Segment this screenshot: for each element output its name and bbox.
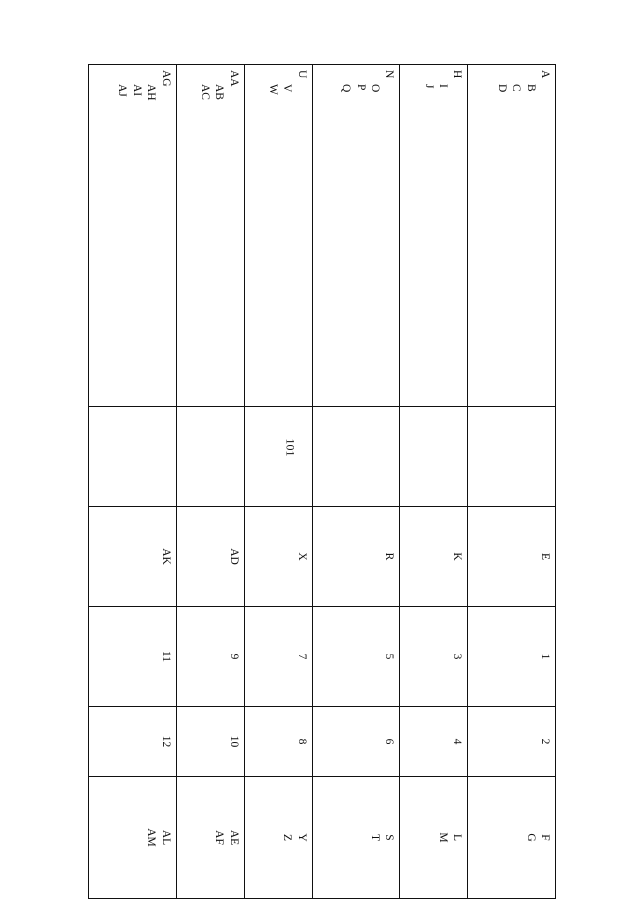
preparation-line: AG [159, 70, 172, 87]
preparation-line: AI [130, 84, 143, 97]
method-line: T [368, 833, 381, 842]
table-row [400, 65, 468, 899]
method-line: G [524, 833, 537, 842]
method-line: AM [145, 828, 158, 847]
method-line: L [451, 833, 464, 842]
empty-cell [244, 407, 312, 507]
preparations-table [88, 64, 556, 899]
method-line: AF [213, 830, 226, 845]
score-cell: 12 [89, 707, 177, 777]
table-row [468, 65, 556, 899]
score-cell: 2 [468, 707, 556, 777]
preparation-line: I [437, 84, 450, 88]
preparation-description [89, 65, 177, 407]
preparation-line: AC [198, 84, 211, 100]
preparation-description [400, 65, 468, 407]
method-line: F [539, 834, 551, 841]
preparation-line: W [267, 84, 279, 95]
preparation-description [468, 65, 556, 407]
preparation-line: U [295, 70, 308, 79]
concentration-line: 11 [159, 650, 172, 663]
method-cell [468, 777, 556, 899]
preparation-line: D [495, 84, 508, 93]
preparation-line: AH [145, 84, 158, 101]
concentration-cell [400, 607, 468, 707]
method-line: AE [227, 829, 240, 846]
method-line: AL [159, 829, 172, 846]
method-line: Z [281, 833, 294, 842]
table-row [89, 65, 177, 899]
preparation-line: Q [340, 84, 353, 93]
concentration-cell [89, 607, 177, 707]
preparation-line: P [354, 84, 367, 91]
preparation-line: AB [213, 84, 226, 100]
score-cell: 4 [400, 707, 468, 777]
concentration-cell [176, 607, 244, 707]
score-cell: 10 [176, 707, 244, 777]
method-line: S [383, 834, 396, 841]
preparation-line: N [383, 70, 396, 79]
preparation-line: J [422, 84, 435, 89]
preparation-line: A [539, 70, 551, 79]
class-cell: X [244, 507, 312, 607]
method-cell [244, 777, 312, 899]
score-cell: 8 [244, 707, 312, 777]
empty-cell [468, 407, 556, 507]
preparation-line: O [368, 84, 381, 93]
page-number: 101 [283, 438, 298, 457]
concentration-line: 7 [295, 653, 308, 660]
preparation-line: H [451, 70, 464, 79]
score-cell: 6 [312, 707, 400, 777]
concentration-cell [468, 607, 556, 707]
concentration-line: 3 [451, 653, 464, 660]
rotated-table-wrapper [88, 64, 556, 898]
concentration-line: 9 [227, 653, 240, 660]
table-row [176, 65, 244, 899]
class-cell: AD [176, 507, 244, 607]
class-cell: E [468, 507, 556, 607]
table-row [244, 65, 312, 899]
empty-cell [400, 407, 468, 507]
preparation-description [312, 65, 400, 407]
method-cell [89, 777, 177, 899]
preparation-line: C [510, 84, 523, 92]
method-cell [400, 777, 468, 899]
preparation-line: AA [227, 70, 240, 87]
method-line: Y [295, 833, 308, 842]
table-row [312, 65, 400, 899]
class-cell: K [400, 507, 468, 607]
preparation-line: B [524, 84, 537, 92]
concentration-cell [312, 607, 400, 707]
class-cell: R [312, 507, 400, 607]
preparation-line: V [281, 84, 294, 93]
method-cell [312, 777, 400, 899]
class-cell: AK [89, 507, 177, 607]
table-body [89, 65, 556, 899]
method-cell [176, 777, 244, 899]
empty-cell [89, 407, 177, 507]
preparation-description [176, 65, 244, 407]
empty-cell [312, 407, 400, 507]
method-line: M [437, 832, 450, 843]
concentration-line: 5 [383, 653, 396, 660]
empty-cell [176, 407, 244, 507]
preparation-description [244, 65, 312, 407]
concentration-cell [244, 607, 312, 707]
concentration-line: 1 [539, 653, 551, 660]
preparation-line: AJ [116, 84, 129, 97]
